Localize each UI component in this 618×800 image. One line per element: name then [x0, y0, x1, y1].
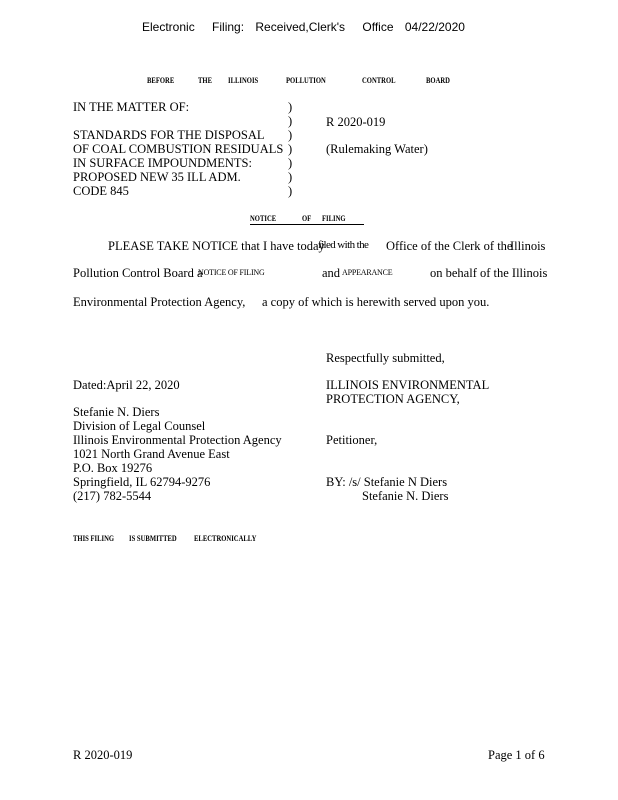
notice-title	[250, 213, 364, 225]
paren: )	[288, 156, 293, 170]
caption-line: IN THE MATTER OF:	[73, 100, 190, 114]
dated: Dated:April 22, 2020	[73, 378, 180, 392]
paren: )	[288, 100, 293, 114]
caption-line: CODE 845	[73, 184, 129, 198]
body-text: Pollution Control Board a	[73, 266, 203, 280]
note-this-filing: THIS FILING	[73, 533, 115, 543]
stamp-filing: Filing:	[212, 20, 245, 34]
signature-name: Stefanie N. Diers	[362, 489, 449, 503]
docket-number: R 2020-019	[326, 115, 386, 129]
body-text: PLEASE TAKE NOTICE that I have today	[108, 239, 325, 253]
body-text: on behalf of the Illinois	[430, 266, 548, 280]
address-line: (217) 782-5544	[73, 489, 152, 503]
footer-docket: R 2020-019	[73, 748, 133, 762]
caption-line: OF COAL COMBUSTION RESIDUALS	[73, 142, 284, 156]
body-text: a copy of which is herewith served upon you.	[262, 295, 490, 309]
heading-before: BEFORE	[147, 75, 175, 85]
paren: )	[288, 142, 293, 156]
address-line: P.O. Box 19276	[73, 461, 153, 475]
caption-line: PROPOSED NEW 35 ILL ADM.	[73, 170, 241, 184]
heading-illinois: ILLINOIS	[228, 75, 259, 85]
paren: )	[288, 128, 293, 142]
page-number: Page 1 of 6	[488, 748, 545, 762]
agency-name-line1: ILLINOIS ENVIRONMENTAL	[326, 378, 490, 392]
counsel-address	[73, 405, 282, 503]
caption-parens	[288, 100, 292, 198]
body-text: filed with the	[318, 239, 369, 251]
body-text: Environmental Protection Agency,	[73, 295, 246, 309]
note-is-submitted: IS SUBMITTED	[129, 533, 177, 543]
note-electronically: ELECTRONICALLY	[194, 533, 257, 543]
stamp-date: 04/22/2020	[404, 20, 465, 34]
petitioner: Petitioner,	[326, 433, 378, 447]
notice-title-of: OF	[302, 213, 312, 223]
paren: )	[288, 114, 293, 128]
caption-line	[73, 114, 283, 128]
heading-the: THE	[198, 75, 213, 85]
agency-name-line2: PROTECTION AGENCY,	[326, 392, 460, 406]
address-line: Division of Legal Counsel	[73, 419, 206, 433]
caption-line: STANDARDS FOR THE DISPOSAL	[73, 128, 265, 142]
rulemaking-type: (Rulemaking Water)	[326, 142, 428, 156]
heading-control: CONTROL	[362, 75, 396, 85]
paren: )	[288, 170, 293, 184]
body-doc-appearance: APPEARANCE	[342, 268, 393, 277]
heading-pollution: POLLUTION	[286, 75, 326, 85]
address-line: Illinois Environmental Protection Agency	[73, 433, 282, 447]
stamp-electronic: Electronic	[142, 20, 195, 34]
notice-title-filing: FILING	[322, 213, 346, 223]
body-text: and	[322, 266, 341, 280]
body-doc-notice: NOTICE OF FILING	[198, 268, 265, 277]
stamp-office: Office	[362, 20, 394, 34]
filing-stamp	[142, 20, 465, 34]
body-text: Illinois	[510, 239, 546, 253]
paren: )	[288, 184, 293, 198]
body-text: Office of the Clerk of the	[386, 239, 513, 253]
address-line: Springfield, IL 62794-9276	[73, 475, 211, 489]
stamp-received: Received,Clerk's	[255, 20, 346, 34]
case-caption	[73, 100, 283, 198]
signature-by: BY: /s/ Stefanie N Diers	[326, 475, 448, 489]
notice-title-notice: NOTICE	[250, 213, 277, 223]
caption-line: IN SURFACE IMPOUNDMENTS:	[73, 156, 252, 170]
respectfully-submitted: Respectfully submitted,	[326, 351, 445, 365]
address-line: 1021 North Grand Avenue East	[73, 447, 230, 461]
address-line: Stefanie N. Diers	[73, 405, 160, 419]
heading-board: BOARD	[426, 75, 450, 85]
